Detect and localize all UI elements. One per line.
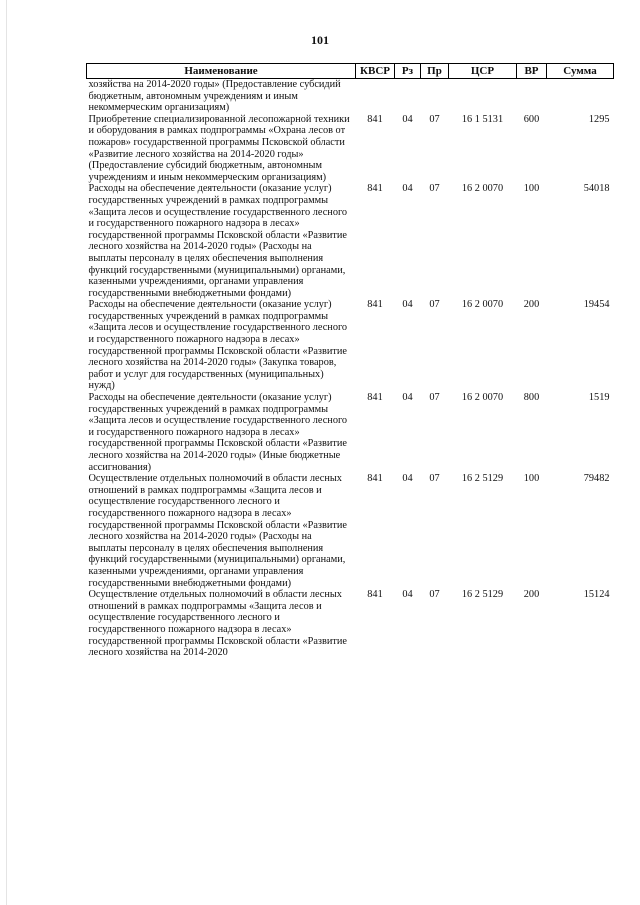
table-row	[87, 114, 614, 184]
row-csr: 16 1 5131	[461, 113, 504, 125]
row-csr	[449, 79, 517, 114]
row-rz: 04	[402, 473, 413, 485]
table-row	[87, 299, 614, 392]
row-sum: 15124	[583, 589, 610, 601]
header-rz: Рз	[395, 64, 421, 79]
row-sum: 79482	[583, 473, 610, 485]
row-csr: 16 2 5129	[461, 473, 504, 485]
row-kvsr: 841	[367, 589, 383, 601]
row-kvsr	[356, 79, 395, 114]
row-kvsr: 841	[367, 299, 383, 311]
row-csr: 16 2 5129	[461, 589, 504, 601]
table-row	[87, 392, 614, 473]
header-csr: ЦСР	[449, 64, 517, 79]
table-row	[87, 589, 614, 659]
row-vr: 200	[523, 299, 540, 311]
row-rz	[395, 79, 421, 114]
row-sum: 1295	[588, 113, 610, 125]
row-csr: 16 2 0070	[461, 299, 504, 311]
row-kvsr: 841	[367, 183, 383, 195]
row-kvsr: 841	[367, 473, 383, 485]
row-pr	[421, 79, 449, 114]
row-sum: 19454	[583, 299, 610, 311]
row-vr: 600	[523, 113, 540, 125]
header-pr: Пр	[421, 64, 449, 79]
row-pr: 07	[429, 589, 440, 601]
row-name: Расходы на обеспечение деятельности (оказание услуг) государственных учреждений в рамках подпрограммы «Защита лесов и осуществление государственного лесного и государственного пожарного надзора в лесах» государственной программы Псковской области «Развитие лесного хозяйства на 2014-2020 годы» (Закупка товаров, работ и услуг для государственных (муниципальных) нужд)	[88, 299, 348, 392]
header-vr: ВР	[517, 64, 547, 79]
row-pr: 07	[429, 299, 440, 311]
row-vr: 200	[523, 589, 540, 601]
row-name: хозяйства на 2014-2020 годы» (Предоставление субсидий бюджетным, автономным учреждениям и иным некоммерческим организациям)	[88, 79, 341, 114]
row-name: Расходы на обеспечение деятельности (оказание услуг) государственных учреждений в рамках подпрограммы «Защита лесов и осуществление государственного лесного и государственного пожарного надзора в лесах» государственной программы Псковской области «Развитие лесного хозяйства на 2014-2020 годы» (Иные бюджетные ассигнования)	[88, 392, 348, 473]
row-name: Приобретение специализированной лесопожарной техники и оборудования в рамках подпрограммы «Охрана лесов от пожаров» государственной программы Псковской области «Развитие лесного хозяйства на 2014-2020 годы» (Предоставление субсидий бюджетным, автономным учреждениям и иным некоммерческим организациям)	[88, 113, 350, 183]
row-rz: 04	[402, 113, 413, 125]
row-pr: 07	[429, 183, 440, 195]
row-sum	[547, 79, 614, 114]
row-name: Расходы на обеспечение деятельности (оказание услуг) государственных учреждений в рамках подпрограммы «Защита лесов и осуществление государственного лесного и государственного пожарного надзора в лесах» государственной программы Псковской области «Развитие лесного хозяйства на 2014-2020 годы» (Расходы на выплаты персоналу в целях обеспечения выполнения функций государственными (муниципальными) органами, казенными учреждениями, органами управления государственными внебюджетными фондами)	[88, 183, 348, 299]
row-pr: 07	[429, 113, 440, 125]
budget-table	[86, 63, 614, 659]
table-row	[87, 79, 614, 114]
row-rz: 04	[402, 589, 413, 601]
budget-table-frame	[86, 63, 613, 659]
header-name: Наименование	[87, 64, 356, 79]
row-vr	[517, 79, 547, 114]
row-rz: 04	[402, 299, 413, 311]
row-name: Осуществление отдельных полномочий в области лесных отношений в рамках подпрограммы «Защита лесов и осуществление государственного лесного и государственного пожарного надзора в лесах» государственной программы Псковской области «Развитие лесного хозяйства на 2014-2020 годы» (Расходы на выплаты персоналу в целях обеспечения выполнения функций государственными (муниципальными) органами, казенными учреждениями, органами управления государственными внебюджетными фондами)	[88, 473, 347, 589]
page-number: 101	[311, 33, 329, 47]
table-header-row	[87, 64, 614, 79]
row-vr: 100	[523, 473, 540, 485]
row-sum: 1519	[588, 392, 610, 404]
row-pr: 07	[429, 392, 440, 404]
table-row	[87, 183, 614, 299]
row-csr: 16 2 0070	[461, 183, 504, 195]
row-kvsr: 841	[367, 392, 383, 404]
header-kvsr: КВСР	[356, 64, 395, 79]
row-name: Осуществление отдельных полномочий в области лесных отношений в рамках подпрограммы «Защита лесов и осуществление государственного лесного и государственного пожарного надзора в лесах» государственной программы Псковской области «Развитие лесного хозяйства на 2014-2020	[88, 589, 347, 659]
scan-margin-line	[6, 0, 7, 905]
row-rz: 04	[402, 392, 413, 404]
header-sum: Сумма	[547, 64, 614, 79]
row-vr: 100	[523, 183, 540, 195]
row-vr: 800	[523, 392, 540, 404]
row-csr: 16 2 0070	[461, 392, 504, 404]
row-kvsr: 841	[367, 113, 383, 125]
row-sum: 54018	[583, 183, 610, 195]
table-row	[87, 473, 614, 589]
row-rz: 04	[402, 183, 413, 195]
row-pr: 07	[429, 473, 440, 485]
